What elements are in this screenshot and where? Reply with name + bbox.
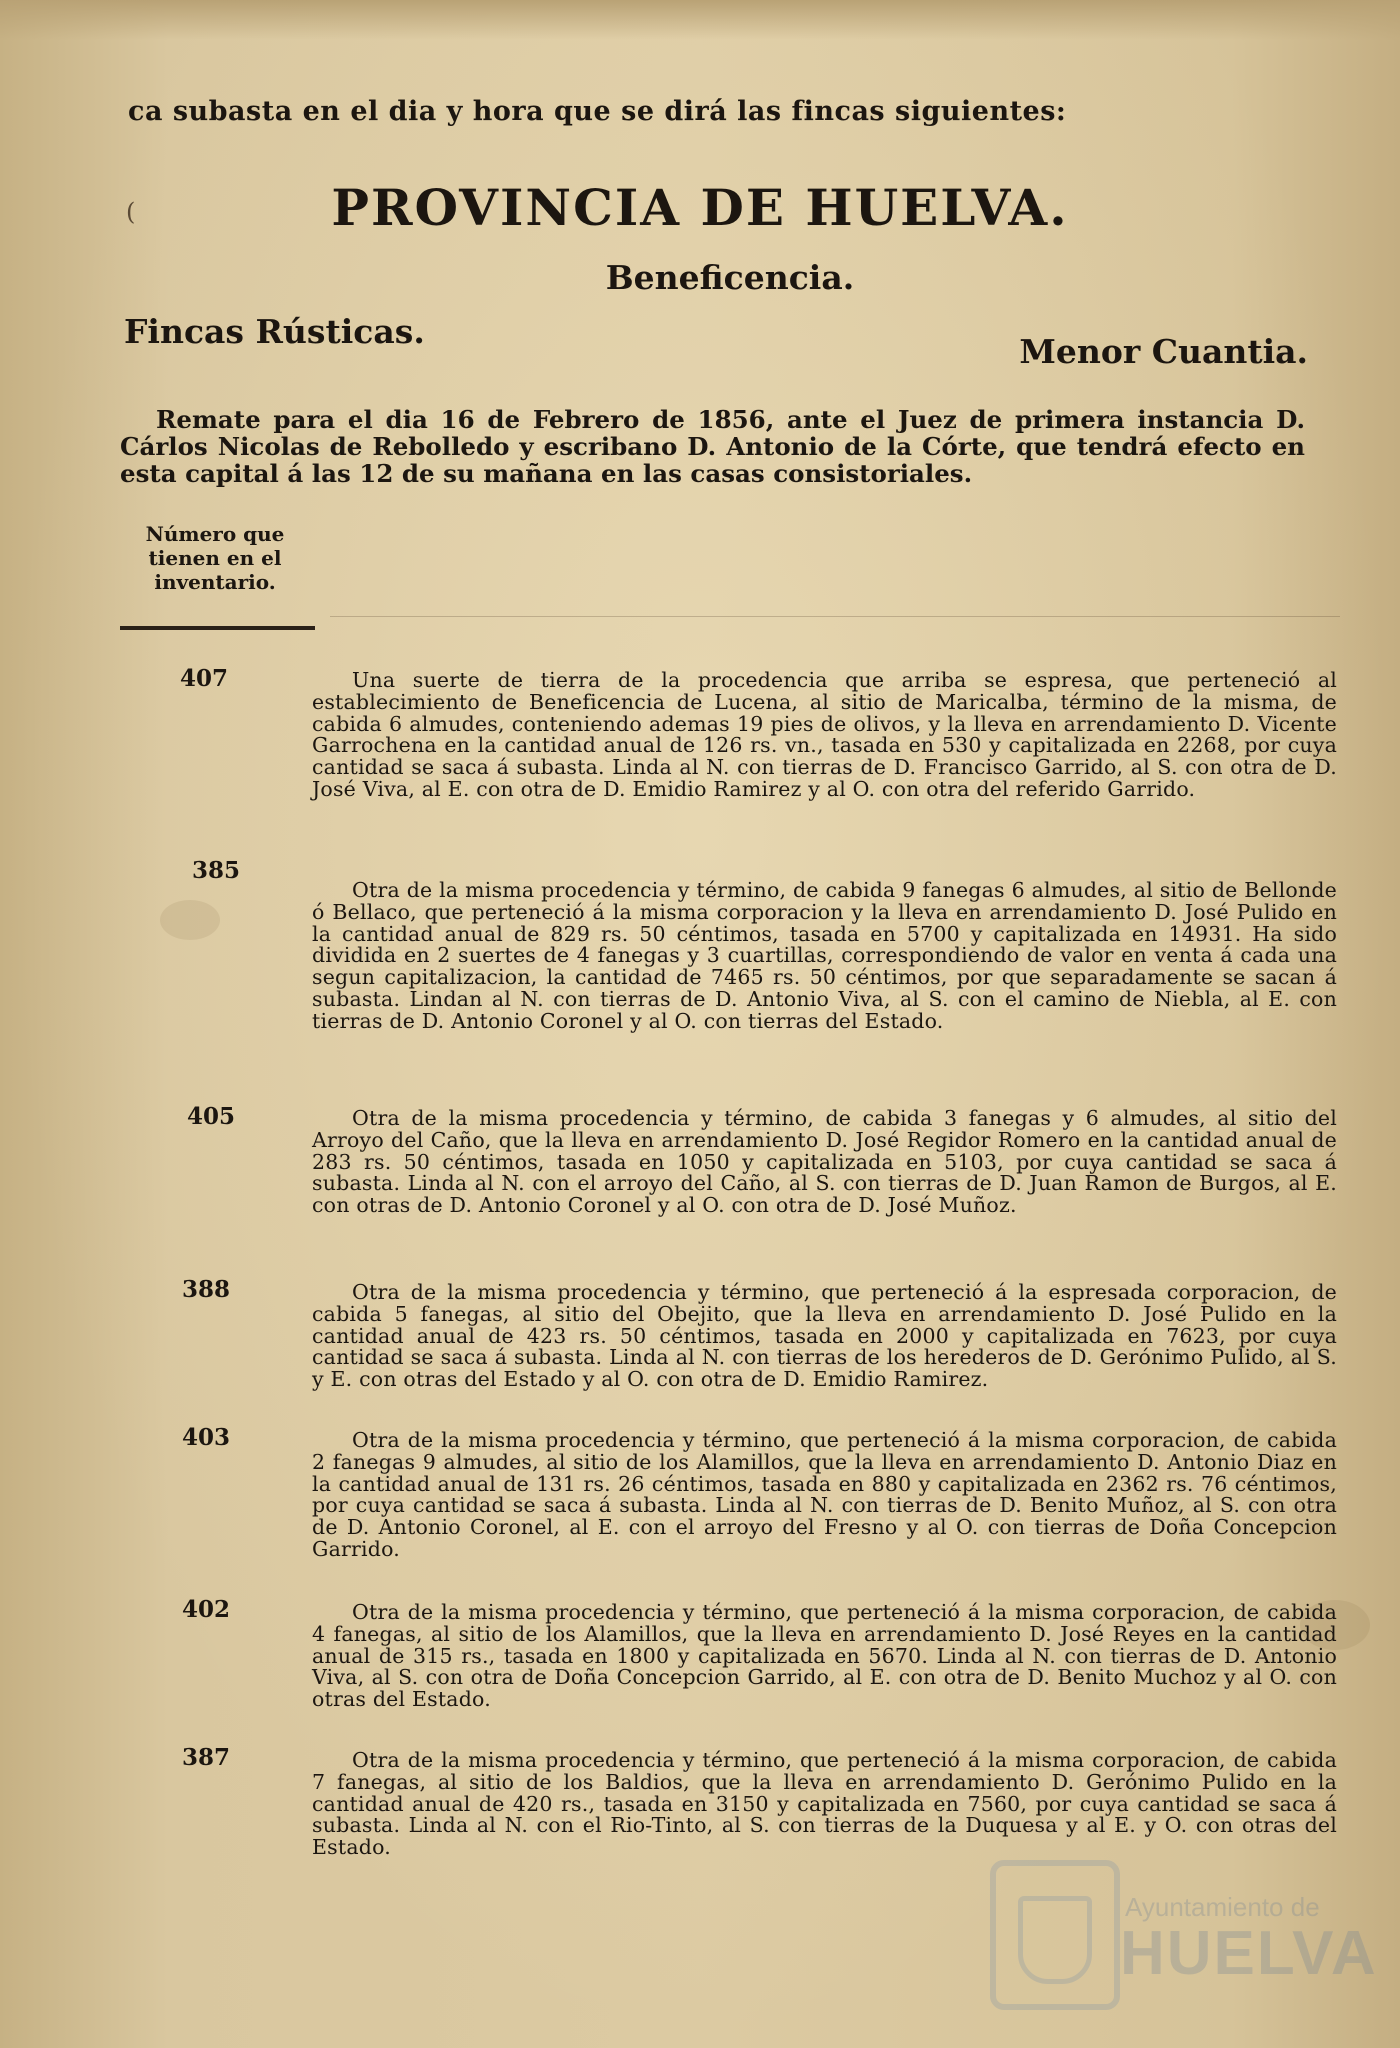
watermark-big-text: HUELVA (1120, 1919, 1378, 1988)
entry-text: Otra de la misma procedencia y término, que perteneció á la espresada corporacion, de cabida 5 fanegas, al sitio del Obejito, que la lleva en arrendamiento D. José Pulido en la cantidad anual de 423 rs. 50 céntimos, tasada en 2000 y capitalizada en 7623, por cuya cantidad se saca á subasta. Linda al N. con tierras de los herederos de D. Gerónimo Pulido, al S. y E. con otras del Estado y al O. con otra de D. Emidio Ramirez. (312, 1280, 1337, 1392)
entry-number: 387 (181, 1744, 230, 1771)
entry-text: Otra de la misma procedencia y término, que perteneció á la misma corporacion, de cabida 4 fanegas, al sitio de los Alamillos, que la lleva en arrendamiento D. José Reyes en la cantidad anual de 315 rs., tasada en 1800 y capitalizada en 5670. Linda al N. con tierras de D. Antonio Viva, al S. con otra de Doña Concepcion Garrido, al E. con otra de D. Benito Muchoz y al O. con otras del Estado. (312, 1600, 1337, 1712)
watermark (990, 1860, 1378, 2010)
remate-paragraph: Remate para el dia 16 de Febrero de 1856, ante el Juez de primera instancia D. Cárlos Nicolas de Rebolledo y escribano D. Antonio de la Córte, que tendrá efecto en esta capital á las 12 de su mañana en las casas consistoriales. (120, 405, 1305, 488)
entry-number: 402 (181, 1596, 230, 1623)
entry-number: 385 (191, 857, 240, 884)
section-title: Beneficencia. (605, 258, 855, 297)
entry-text: Otra de la misma procedencia y término, de cabida 9 fanegas 6 almudes, al sitio de Bellonde ó Bellaco, que perteneció á la misma corporacion y la lleva en arrendamiento D. José Pulido en la cantidad anual de 829 rs. 50 céntimos, tasada en 5700 y capitalizada en 14931. Ha sido dividida en 2 suertes de 4 fanegas y 3 cuartillas, correspondiendo de valor en venta á cada una segun capitalizacion, la cantidad de 7465 rs. 50 céntimos, por que separadamente se sacan á subasta. Lindan al N. con tierras de D. Antonio Viva, al S. con el camino de Niebla, al E. con tierras de D. Antonio Coronel y al O. con tierras del Estado. (312, 878, 1337, 1033)
header-line: ca subasta en el dia y hora que se dirá las fincas siguientes: (128, 96, 1067, 127)
province-title: PROVINCIA DE HUELVA. (331, 178, 1069, 237)
entry-number: 407 (179, 665, 228, 692)
column-header: Número que tienen en el inventario. (145, 522, 285, 594)
left-heading: Fincas Rústicas. (124, 312, 425, 351)
right-heading: Menor Cuantia. (1019, 332, 1308, 371)
city-seal-icon (990, 1860, 1120, 2010)
watermark-small-text: Ayuntamiento de (1125, 1892, 1320, 1922)
entry-number: 388 (181, 1276, 230, 1303)
entry-number: 403 (181, 1424, 230, 1451)
entry-number: 405 (186, 1103, 235, 1130)
margin-mark: ( (126, 198, 136, 226)
entry-text: Otra de la misma procedencia y término, que perteneció á la misma corporacion, de cabida 2 fanegas 9 almudes, al sitio de los Alamillos, que la lleva en arrendamiento D. Antonio Diaz en la cantidad anual de 131 rs. 26 céntimos, tasada en 880 y capitalizada en 2362 rs. 76 céntimos, por cuya cantidad se saca á subasta. Linda al N. con tierras de D. Benito Muñoz, al S. con otra de D. Antonio Coronel, al E. con el arroyo del Fresno y al O. con tierras de Doña Concepcion Garrido. (312, 1428, 1337, 1561)
entry-text: Otra de la misma procedencia y término, de cabida 3 fanegas y 6 almudes, al sitio del Arroyo del Caño, que la lleva en arrendamiento D. José Regidor Romero en la cantidad anual de 283 rs. 50 céntimos, tasada en 1050 y capitalizada en 5103, por cuya cantidad se saca á subasta. Linda al N. con el arroyo del Caño, al S. con tierras de D. Juan Ramon de Burgos, al E. con otras de D. Antonio Coronel y al O. con otra de D. José Muñoz. (312, 1106, 1337, 1218)
entry-text: Otra de la misma procedencia y término, que perteneció á la misma corporacion, de cabida 7 fanegas, al sitio de los Baldios, que la lleva en arrendamiento D. Gerónimo Pulido en la cantidad anual de 420 rs., tasada en 3150 y capitalizada en 7560, por cuya cantidad se saca á subasta. Linda al N. con el Rio-Tinto, al S. con tierras de la Duquesa y al E. y O. con otras del Estado. (312, 1748, 1337, 1860)
entry-text: Una suerte de tierra de la procedencia que arriba se espresa, que perteneció al establecimiento de Beneficencia de Lucena, al sitio de Maricalba, término de la misma, de cabida 6 almudes, conteniendo ademas 19 pies de olivos, y la lleva en arrendamiento D. Vicente Garrochena en la cantidad anual de 126 rs. vn., tasada en 530 y capitalizada en 2268, por cuya cantidad se saca á subasta. Linda al N. con tierras de D. Francisco Garrido, al S. con otra de D. José Viva, al E. con otra de D. Emidio Ramirez y al O. con otra del referido Garrido. (312, 668, 1337, 801)
